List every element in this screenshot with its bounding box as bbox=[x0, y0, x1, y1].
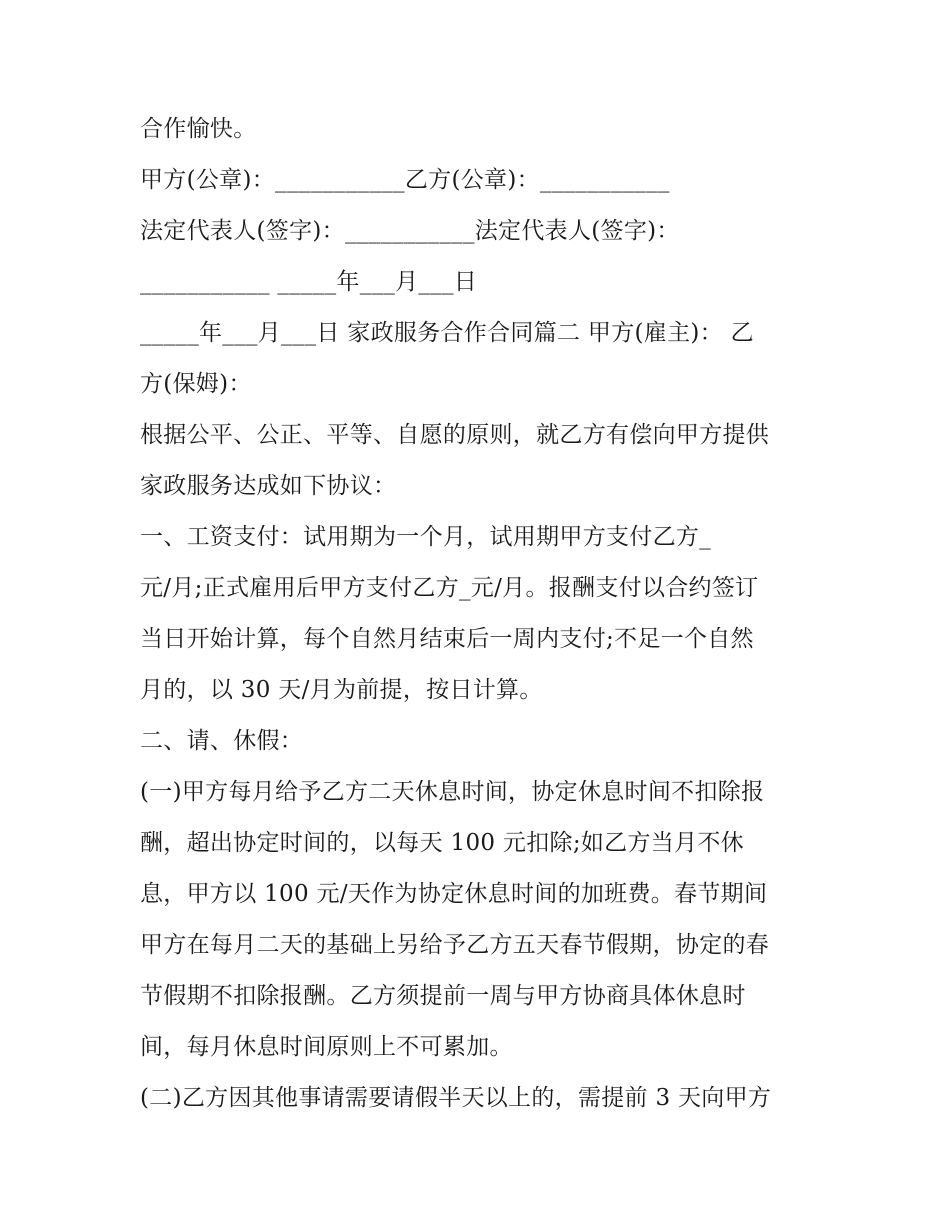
text-line: (二)乙方因其他事请需要请假半天以上的，需提前 3 天向甲方 bbox=[140, 1085, 772, 1111]
text-line: 家政服务达成如下协议： bbox=[140, 473, 397, 499]
text-line: 方(保姆)： bbox=[140, 371, 252, 397]
contract-text bbox=[140, 104, 820, 1124]
text-line: 甲方在每月二天的基础上另给予乙方五天春节假期，协定的春 bbox=[140, 932, 770, 958]
text-line: 根据公平、公正、平等、自愿的原则，就乙方有偿向甲方提供 bbox=[140, 422, 770, 448]
text-line: 元/月;正式雇用后甲方支付乙方_元/月。报酬支付以合约签订 bbox=[140, 575, 759, 601]
text-line: 合作愉快。 bbox=[140, 116, 257, 142]
text-line: 间，每月休息时间原则上不可累加。 bbox=[140, 1034, 513, 1060]
text-line: 月的，以 30 天/月为前提，按日计算。 bbox=[140, 677, 543, 703]
text-line: 酬，超出协定时间的，以每天 100 元扣除;如乙方当月不休 bbox=[140, 830, 744, 856]
text-line: 二、请、休假： bbox=[140, 728, 304, 754]
text-line: 甲方(公章)：___________乙方(公章)：___________ bbox=[140, 167, 670, 193]
text-line: (一)甲方每月给予乙方二天休息时间，协定休息时间不扣除报 bbox=[140, 779, 765, 805]
text-line: _____年___月___日 家政服务合作合同篇二 甲方(雇主)： 乙 bbox=[140, 320, 754, 346]
text-line: ___________ _____年___月___日 bbox=[140, 269, 478, 295]
text-line: 一、工资支付：试用期为一个月，试用期甲方支付乙方_ bbox=[140, 524, 711, 550]
text-line: 法定代表人(签字)：___________法定代表人(签字)： bbox=[140, 218, 680, 244]
text-line: 节假期不扣除报酬。乙方须提前一周与甲方协商具体休息时 bbox=[140, 983, 746, 1009]
text-line: 息，甲方以 100 元/天作为协定休息时间的加班费。春节期间 bbox=[140, 881, 768, 907]
text-line: 当日开始计算，每个自然月结束后一周内支付;不足一个自然 bbox=[140, 626, 754, 652]
